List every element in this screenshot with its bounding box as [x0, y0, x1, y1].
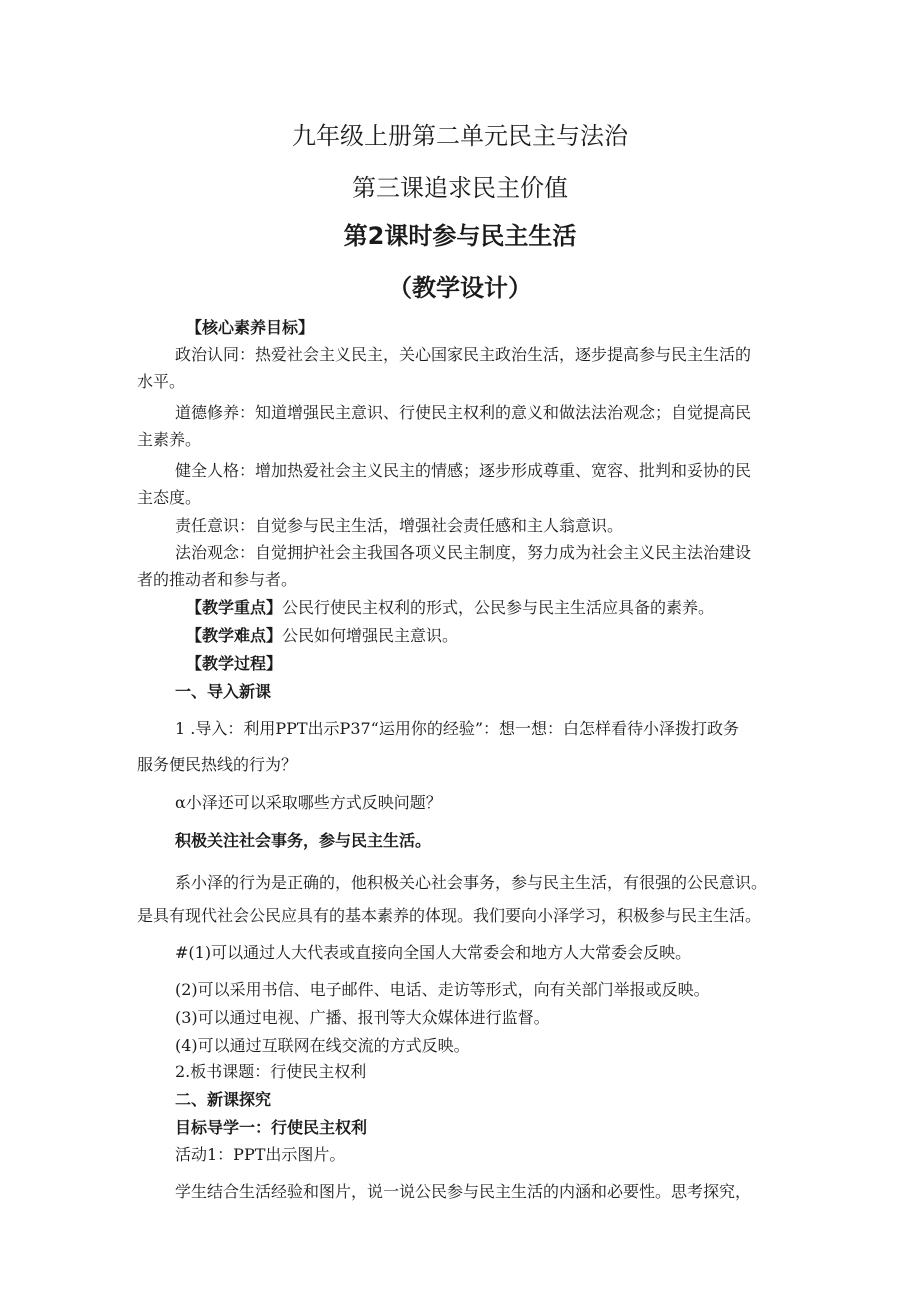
intro-line1: 1 .导入：利用PPT出示P37“运用你的经验”：想一想：白怎样看待小泽拨打政务 [175, 719, 740, 738]
answer-line1: 系小泽的行为是正确的，他积极关心社会事务，参与民主生活，有很强的公民意识。 [175, 873, 768, 892]
document-title-period: 第2课时参与民主生活 [343, 222, 577, 250]
method-item-4: (4)可以通过互联网在线交流的方式反映。 [175, 1036, 470, 1055]
goal-law-line1: 法治观念：自觉拥护社会主我国各项义民主制度，努力成为社会主义民主法治建设 [175, 543, 752, 562]
activity-one-description: 学生结合生活经验和图片，说一说公民参与民主生活的内涵和必要性。思考探究， [175, 1182, 752, 1201]
board-title: 2.板书课题：行使民主权利 [175, 1062, 367, 1081]
document-title-unit: 九年级上册第二单元民主与法治 [292, 122, 628, 150]
difficulty-line [186, 626, 458, 646]
process-heading: 【教学过程】 [186, 654, 283, 673]
goal-moral-line1: 道德修养：知道增强民主意识、行使民主权利的意义和做法法治观念；自觉提高民 [175, 403, 752, 422]
goal-political-line2: 水平。 [137, 372, 186, 391]
goal-political-line1: 政治认同：热爱社会主义民主，关心国家民主政治生活，逐步提高参与民主生活的 [175, 345, 752, 364]
difficulty-label: 【教学难点】 [186, 626, 283, 645]
document-subtitle: （教学设计） [388, 274, 532, 302]
goal-moral-line2: 主素养。 [137, 430, 202, 449]
answer-line2: 是具有现代社会公民应具有的基本素养的体现。我们要向小泽学习，积极参与民主生活。 [137, 906, 762, 925]
goal-responsibility: 责任意识：自觉参与民主生活，增强社会责任感和主人翁意识。 [175, 516, 624, 535]
key-point-label: 【教学重点】 [186, 598, 283, 617]
intro-line2: 服务便民热线的行为？ [137, 755, 298, 774]
core-goals-heading: 【核心素养目标】 [186, 318, 315, 337]
document-title-lesson: 第三课追求民主价值 [352, 174, 568, 202]
method-item-3: (3)可以通过电视、广播、报刊等大众媒体进行监督。 [175, 1008, 550, 1027]
key-point-line [186, 598, 714, 618]
intro-bold-answer: 积极关注社会事务，参与民主生活。 [175, 831, 432, 850]
goal-personality-line1: 健全人格：增加热爱社会主义民主的情感；逐步形成尊重、宽容、批判和妥协的民 [175, 461, 752, 480]
key-point-text: 公民行使民主权利的形式，公民参与民主生活应具备的素养。 [282, 598, 715, 617]
intro-question: α小泽还可以采取哪些方式反映问题？ [175, 793, 442, 812]
goal-personality-line2: 主态度。 [137, 488, 202, 507]
goal-law-line2: 者的推动者和参与者。 [137, 570, 298, 589]
method-item-2: (2)可以采用书信、电子邮件、电话、走访等形式，向有关部门举报或反映。 [175, 980, 710, 999]
method-item-1: #(1)可以通过人大代表或直接向全国人大常委会和地方人大常委会反映。 [175, 943, 692, 962]
section-explore-heading: 二、新课探究 [175, 1090, 272, 1109]
difficulty-text: 公民如何增强民主意识。 [282, 626, 459, 645]
section-intro-heading: 一、导入新课 [175, 682, 272, 701]
goal-guide-one: 目标导学一：行使民主权利 [175, 1118, 368, 1137]
activity-one: 活动1：PPT出示图片。 [175, 1145, 346, 1164]
